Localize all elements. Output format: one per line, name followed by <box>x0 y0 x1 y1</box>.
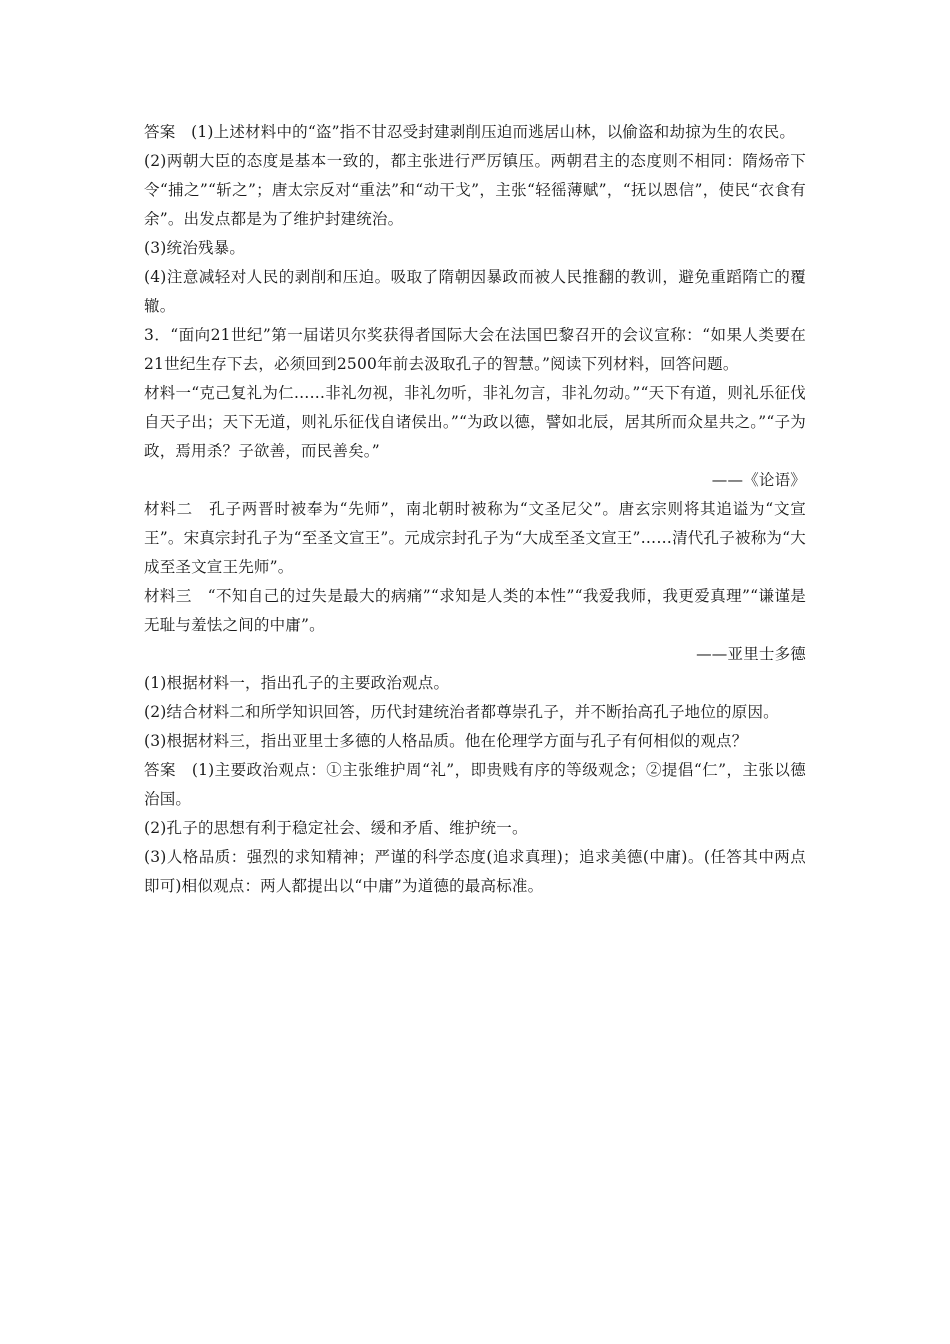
answer-1-part-4: (4)注意减轻对人民的剥削和压迫。吸取了隋朝因暴政而被人民推翻的教训，避免重蹈隋亡的覆辙。 <box>144 268 806 315</box>
material-1: 材料一“克己复礼为仁……非礼勿视，非礼勿听，非礼勿言，非礼勿动。”“天下有道，则礼乐征伐自天子出；天下无道，则礼乐征伐自诸侯出。”“为政以德，譬如北辰，居其所而众星共之。”“子为政，焉用杀？子欲善，而民善矣。” <box>144 384 806 460</box>
answer-3-part-2: (2)孔子的思想有利于稳定社会、缓和矛盾、维护统一。 <box>144 819 528 837</box>
answer-3-part-1: 答案 (1)主要政治观点：①主张维护周“礼”，即贵贱有序的等级观念；②提倡“仁”，主张以德治国。 <box>144 761 806 808</box>
question-3-sub-3: (3)根据材料三，指出亚里士多德的人格品质。他在伦理学方面与孔子有何相似的观点？ <box>144 732 748 750</box>
question-3-stem: 3．“面向21世纪”第一届诺贝尔奖获得者国际大会在法国巴黎召开的会议宣称：“如果人类要在21世纪生存下去，必须回到2500年前去汲取孔子的智慧。”阅读下列材料，回答问题。 <box>144 326 806 373</box>
material-1-source: ——《论语》 <box>711 471 806 489</box>
material-2: 材料二 孔子两晋时被奉为“先师”，南北朝时被称为“文圣尼父”。唐玄宗则将其追谥为“文宣王”。宋真宗封孔子为“至圣文宣王”。元成宗封孔子为“大成至圣文宣王”……清代孔子被称为“大成至圣文宣王先师”。 <box>144 500 806 576</box>
answer-1-part-3: (3)统治残暴。 <box>144 239 246 257</box>
material-3: 材料三 “不知自己的过失是最大的病痛”“求知是人类的本性”“我爱我师，我更爱真理”“谦谨是无耻与羞怯之间的中庸”。 <box>144 587 806 634</box>
document-body <box>144 118 806 901</box>
question-3-sub-1: (1)根据材料一，指出孔子的主要政治观点。 <box>144 674 450 692</box>
answer-1-part-1: 答案 (1)上述材料中的“盗”指不甘忍受封建剥削压迫而逃居山林，以偷盗和劫掠为生的农民。 <box>144 123 796 141</box>
answer-1-part-2: (2)两朝大臣的态度是基本一致的，都主张进行严厉镇压。两朝君主的态度则不相同：隋炀帝下令“捕之”“斩之”；唐太宗反对“重法”和“动干戈”，主张“轻徭薄赋”，“抚以恩信”，使民“衣食有余”。出发点都是为了维护封建统治。 <box>144 152 806 228</box>
material-3-source: ——亚里士多德 <box>696 645 806 663</box>
question-3-sub-2: (2)结合材料二和所学知识回答，历代封建统治者都尊崇孔子，并不断抬高孔子地位的原因。 <box>144 703 779 721</box>
answer-3-part-3: (3)人格品质：强烈的求知精神；严谨的科学态度(追求真理)；追求美德(中庸)。(任答其中两点即可)相似观点：两人都提出以“中庸”为道德的最高标准。 <box>144 848 806 895</box>
